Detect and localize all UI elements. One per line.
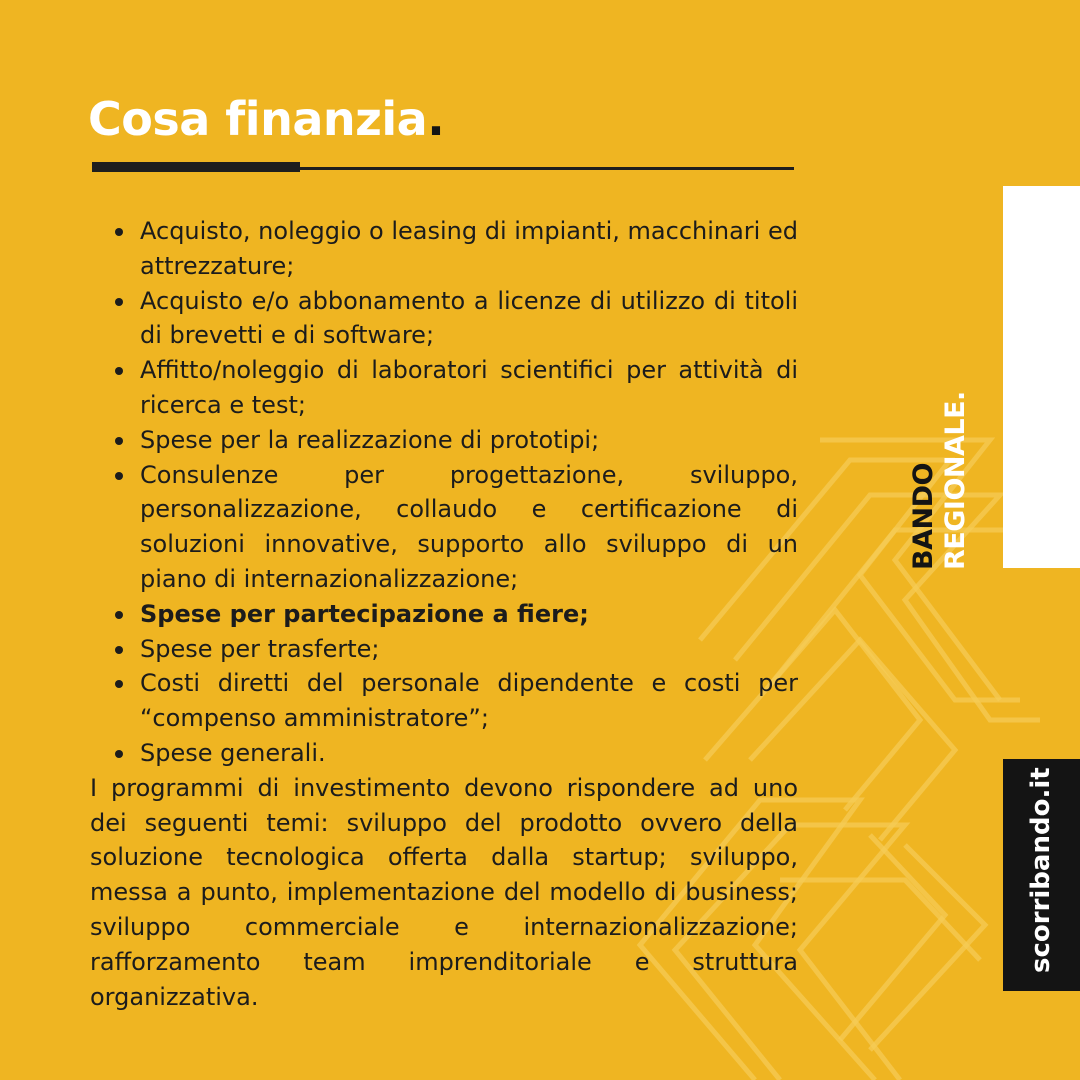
list-item: Acquisto, noleggio o leasing di impianti, macchinari ed attrezzature; bbox=[90, 214, 798, 284]
side-label-line-1: BANDO bbox=[908, 463, 939, 570]
list-item: Spese generali. bbox=[90, 736, 798, 771]
list-item: Spese per trasferte; bbox=[90, 632, 798, 667]
list-item: Spese per la realizzazione di prototipi; bbox=[90, 423, 798, 458]
investment-themes-paragraph: I programmi di investimento devono rispondere ad uno dei seguenti temi: sviluppo del prodotto ovvero della soluzione tecnologica offerta dalla startup; sviluppo, messa a punto, implementazione del modello di business; sviluppo commerciale e internazionalizzazione; rafforzamento team imprenditoriale e struttura organizzativa. bbox=[90, 773, 798, 1011]
list-item: Consulenze per progettazione, sviluppo, personalizzazione, collaudo e certificazione di soluzioni innovative, supporto allo sviluppo di un piano di internazionalizzazione; bbox=[90, 458, 798, 597]
main-content bbox=[90, 214, 798, 1014]
expense-list bbox=[90, 214, 798, 771]
side-label-line-2: REGIONALE. bbox=[940, 391, 971, 570]
title-underline-accent bbox=[92, 162, 300, 172]
list-item: Costi diretti del personale dipendente e costi per “compenso amministratore”; bbox=[90, 666, 798, 736]
list-item: Acquisto e/o abbonamento a licenze di utilizzo di titoli di brevetti e di software; bbox=[90, 284, 798, 354]
website-badge bbox=[1003, 759, 1080, 991]
title-dot: . bbox=[427, 92, 445, 146]
bando-regionale-label bbox=[908, 376, 980, 570]
website-label: scorribando.it bbox=[1026, 767, 1056, 973]
title-text: Cosa finanzia bbox=[88, 92, 428, 146]
list-item: Affitto/noleggio di laboratori scientifici per attività di ricerca e test; bbox=[90, 353, 798, 423]
side-white-panel bbox=[1003, 186, 1080, 568]
page-title bbox=[88, 92, 444, 147]
list-item: Spese per partecipazione a fiere; bbox=[90, 597, 798, 632]
